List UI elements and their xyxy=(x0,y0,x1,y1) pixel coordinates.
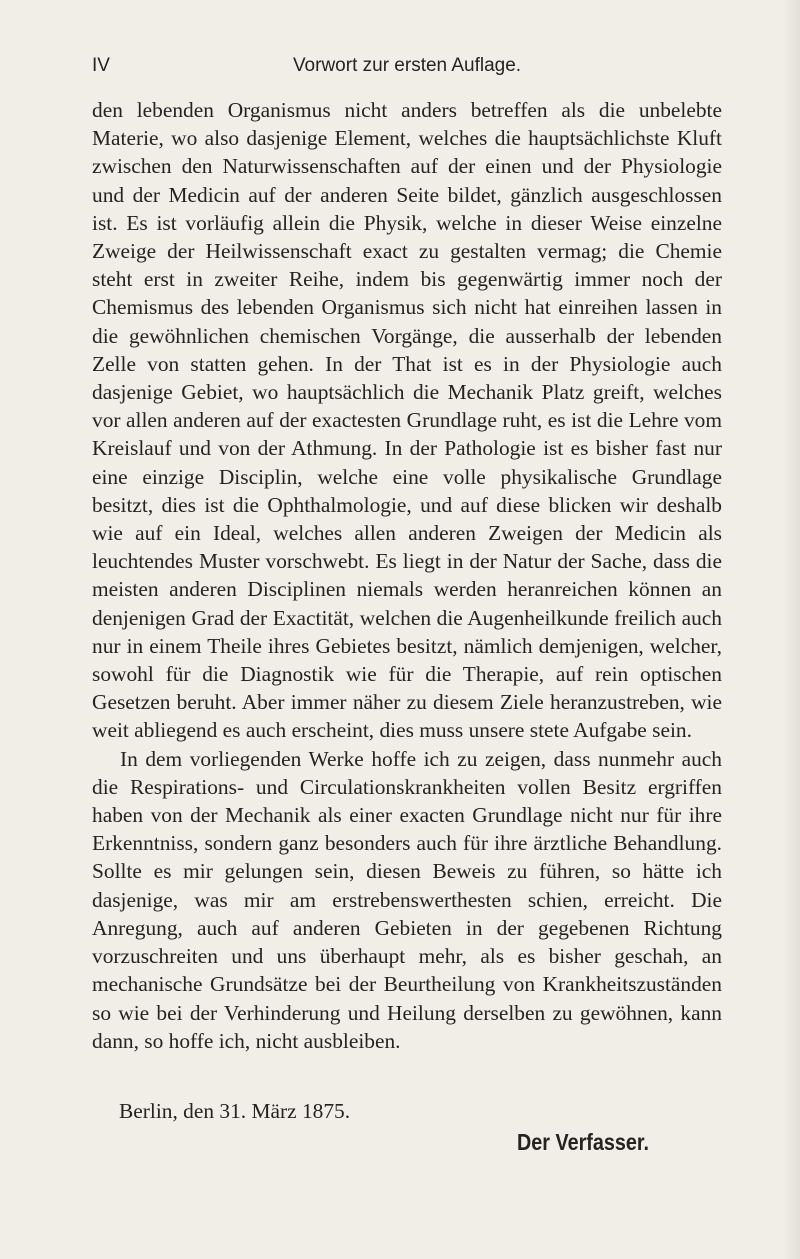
running-title: Vorwort zur ersten Auflage. xyxy=(292,55,522,76)
paragraph-1: den lebenden Organismus nicht anders betreffen als die unbelebte Materie, wo also dasjenige Element, welches die hauptsächlichste Kluft zwischen den Naturwissenschaften auf der einen und der Physiologie und der Medicin auf der anderen Seite bildet, gänzlich ausgeschlossen ist. Es ist vorläufig allein die Physik, welche in dieser Weise einzelne Zweige der Heilwissenschaft exact zu gestalten vermag; die Chemie steht erst in zweiter Reihe, indem bis gegenwärtig immer noch der Chemismus des lebenden Organismus sich nicht hat einreihen lassen in die gewöhnlichen chemischen Vorgänge, die ausserhalb der lebenden Zelle von statten gehen. In der That ist es in der Physiologie auch dasjenige Gebiet, wo hauptsächlich die Mechanik Platz greift, welches vor allen anderen auf der exactesten Grundlage ruht, es ist die Lehre vom Kreislauf und von der Athmung. In der Pathologie ist es bisher fast nur eine einzige Disciplin, welche eine volle physikalische Grundlage besitzt, dies ist die Ophthalmologie, und auf diese blicken wir deshalb wie auf ein Ideal, welches allen anderen Zweigen der Medicin als leuchtendes Muster vorschwebt. Es liegt in der Natur der Sache, dass die meisten anderen Disciplinen niemals werden heranreichen können an denjenigen Grad der Exactität, welchen die Augenheilkunde freilich auch nur in einem Theile ihres Gebietes besitzt, nämlich demjenigen, welcher, sowohl für die Diagnostik wie für die Therapie, auf rein optischen Gesetzen beruht. Aber immer näher zu diesem Ziele heranzustreben, wie weit abliegend es auch erscheint, dies muss unsere stete Aufgabe sein. xyxy=(92,98,722,743)
page-edge-shadow xyxy=(782,0,800,1259)
page-header xyxy=(92,55,722,85)
page-number: IV xyxy=(92,55,110,76)
paragraph-2: In dem vorliegenden Werke hoffe ich zu zeigen, dass nunmehr auch die Respirations- und Circulationskrankheiten vollen Besitz ergriffen haben von der Mechanik als einer exacten Grundlage nicht nur für ihre Erkenntniss, sondern ganz besonders auch für ihre ärztliche Behandlung. Sollte es mir gelungen sein, diesen Beweis zu führen, so hätte ich dasjenige, was mir am erstrebenswerthesten schien, erreicht. Die Anregung, auch auf anderen Gebieten in der gegebenen Richtung vorzuschreiten und uns überhaupt mehr, als es bisher geschah, an mechanische Grundsätze bei der Beurtheilung von Krankheitszuständen so wie bei der Verhinderung und Heilung derselben zu gewöhnen, kann dann, so hoffe ich, nicht ausbleiben. xyxy=(92,746,722,1053)
dateline: Berlin, den 31. März 1875. xyxy=(119,1099,351,1123)
signature: Der Verfasser. xyxy=(517,1129,649,1155)
body-text xyxy=(92,96,722,1055)
